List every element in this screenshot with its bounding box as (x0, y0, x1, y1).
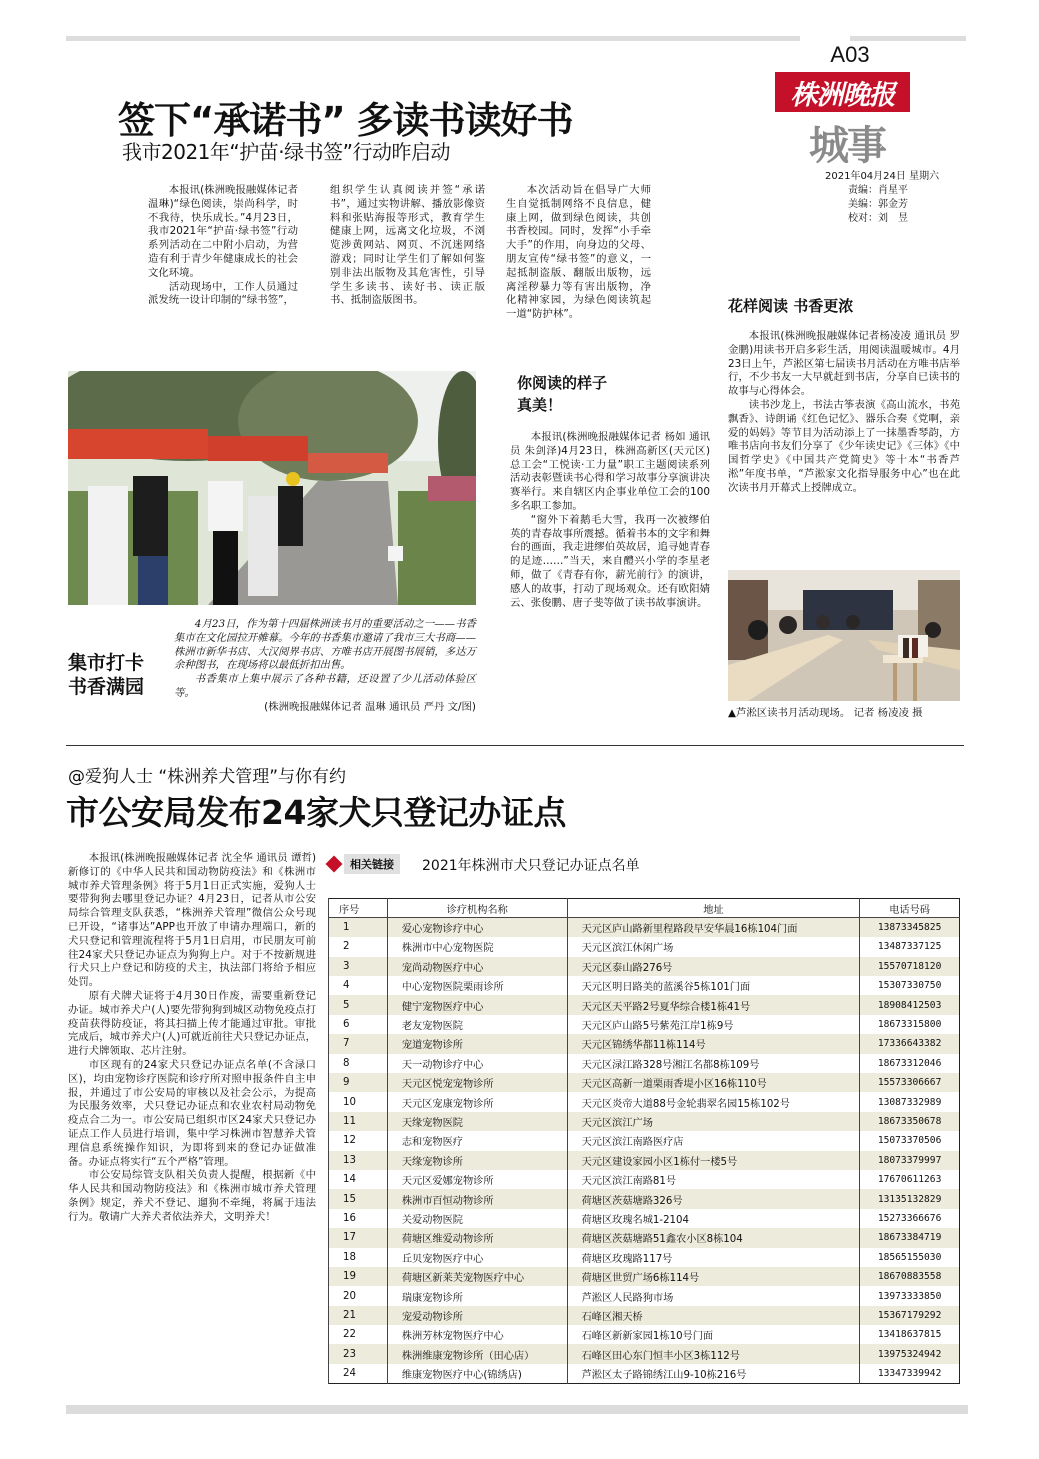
story5-kicker: @爱狗人士 “株洲养犬管理”与你有约 (68, 767, 347, 787)
table-row (329, 1325, 960, 1344)
story3-body (510, 431, 710, 610)
cell-index: 21 (329, 1306, 388, 1325)
story4-body (174, 618, 476, 715)
cell-clinic-name: 天元区爱娜宠物诊所 (387, 1170, 567, 1189)
cell-address: 荷塘区茨菇塘路326号 (567, 1189, 860, 1208)
story4-headline (68, 651, 144, 699)
cell-index: 4 (329, 976, 388, 995)
cell-clinic-name: 天缘宠物诊所 (387, 1151, 567, 1170)
red-diamond-icon (326, 856, 343, 873)
table-row (329, 1209, 960, 1228)
bookstore-photo-caption: ▲芦淞区读书月活动现场。 记者 杨凌凌 摄 (728, 707, 923, 719)
column-header: 电话号码 (860, 899, 960, 918)
table-row (329, 1092, 960, 1111)
issue-date: 2021年04月24日 星期六 (825, 171, 940, 182)
table-row (329, 1306, 960, 1325)
cell-phone: 18673312046 (860, 1054, 960, 1073)
cell-index: 2 (329, 937, 388, 956)
cell-phone: 15307330750 (860, 976, 960, 995)
cell-address: 天元区建设家园小区1栋付一楼5号 (567, 1151, 860, 1170)
paragraph: 本报讯(株洲晚报融媒体记者温琳)“绿色阅读，崇尚科学，时不我待，快乐成长。”4月23日，我市2021年“护苗·绿书签”行动系列活动在二中附小启动，为营造有利于青少年健康成长的社会文化环境。 (148, 184, 298, 279)
story2-body (728, 330, 960, 496)
cell-phone: 15570718120 (860, 957, 960, 976)
cell-clinic-name: 株洲维康宠物诊所（田心店） (387, 1344, 567, 1363)
cell-phone: 15573306667 (860, 1073, 960, 1092)
table-row (329, 1248, 960, 1267)
cell-phone: 18670883558 (860, 1267, 960, 1286)
cell-clinic-name: 中心宠物医院栗雨诊所 (387, 976, 567, 995)
table-row (329, 995, 960, 1014)
cell-address: 芦淞区太子路锦绣江山9-10栋216号 (567, 1364, 860, 1383)
headline-line: 真美！ (517, 396, 563, 414)
cell-index: 18 (329, 1248, 388, 1267)
cell-clinic-name: 宠道宠物诊所 (387, 1034, 567, 1053)
column-header: 诊疗机构名称 (387, 899, 567, 918)
cell-clinic-name: 瑞康宠物诊所 (387, 1286, 567, 1305)
cell-index: 3 (329, 957, 388, 976)
paragraph: 组织学生认真阅读并签“承诺书”，通过实物讲解、播放影像资料和张贴海报等形式，教育学生健康上网，远离文化垃圾，不浏览涉黄网站、网页、不沉迷网络游戏；同时让学生们了解如何鉴别非法出版物及其危害性，引导学生多读书、读好书、读正版书、抵制盗版图书。 (330, 184, 485, 307)
paragraph: 本次活动旨在倡导广大师生自觉抵制网络不良信息，健康上网，做到绿色阅读，共创书香校园。同时，发挥“小手牵大手”的作用，向身边的父母、朋友宣传“绿书签”的意义，一起抵制盗版、翻版出版物，远离淫秽暴力等有害出版物，净化精神家园，为绿色阅读筑起一道“防护林”。 (506, 184, 651, 321)
section-divider (66, 745, 964, 746)
cell-clinic-name: 老友宠物医院 (387, 1015, 567, 1034)
cell-index: 11 (329, 1112, 388, 1131)
cell-address: 天元区泰山路276号 (567, 957, 860, 976)
cell-address: 荷塘区玫瑰路117号 (567, 1248, 860, 1267)
cell-address: 天元区庐山路新里程路段早安华晨16栋104门面 (567, 918, 860, 937)
story3-headline (517, 372, 607, 416)
cell-clinic-name: 株洲芳林宠物医疗中心 (387, 1325, 567, 1344)
table-row (329, 957, 960, 976)
table-row (329, 1344, 960, 1363)
registration-points-table (328, 898, 960, 1384)
table-row (329, 1054, 960, 1073)
cell-phone: 15073370506 (860, 1131, 960, 1150)
cell-phone: 18565155030 (860, 1248, 960, 1267)
section-title: 城事 (809, 122, 885, 169)
cell-address: 天元区锦绣华都11栋114号 (567, 1034, 860, 1053)
table-title: 2021年株洲市犬只登记办证点名单 (422, 858, 640, 874)
story1-column-1 (148, 184, 298, 308)
table-row (329, 1073, 960, 1092)
cell-address: 天元区明日路美的蓝溪谷5栋101门面 (567, 976, 860, 995)
table-row (329, 1228, 960, 1247)
cell-phone: 15273366676 (860, 1209, 960, 1228)
table-row (329, 1267, 960, 1286)
cell-index: 6 (329, 1015, 388, 1034)
cell-index: 10 (329, 1092, 388, 1111)
cell-phone: 13873345825 (860, 918, 960, 937)
cell-index: 19 (329, 1267, 388, 1286)
table-row (329, 1131, 960, 1150)
editor-line: 责编：肖星平 (848, 185, 908, 196)
cell-phone: 15367179292 (860, 1306, 960, 1325)
cell-clinic-name: 株洲市中心宠物医院 (387, 937, 567, 956)
cell-index: 20 (329, 1286, 388, 1305)
cell-phone: 18673315800 (860, 1015, 960, 1034)
cell-phone: 13487337125 (860, 937, 960, 956)
headline-line: 你阅读的样子 (517, 374, 608, 392)
cell-index: 5 (329, 995, 388, 1014)
cell-phone: 17336643382 (860, 1034, 960, 1053)
related-link-tag (326, 854, 400, 874)
cell-clinic-name: 爱心宠物诊疗中心 (387, 918, 567, 937)
related-link-label: 相关链接 (344, 854, 400, 874)
cell-clinic-name: 天一动物诊疗中心 (387, 1054, 567, 1073)
date-editor-info (825, 170, 985, 226)
story5-headline: 市公安局发布24家犬只登记办证点 (66, 793, 566, 832)
editor-line: 校对：刘 昱 (848, 213, 908, 224)
table-row (329, 1189, 960, 1208)
table-row (329, 1015, 960, 1034)
table-row (329, 1112, 960, 1131)
cell-address: 荷塘区茨菇塘路51鑫农小区8栋104 (567, 1228, 860, 1247)
cell-index: 17 (329, 1228, 388, 1247)
cell-address: 天元区渌江路328号湘江名都8栋109号 (567, 1054, 860, 1073)
cell-phone: 18073379997 (860, 1151, 960, 1170)
cell-address: 天元区天平路2号夏华综合楼1栋41号 (567, 995, 860, 1014)
cell-address: 荷塘区世贸广场6栋114号 (567, 1267, 860, 1286)
cell-address: 天元区炎帝大道88号金轮翡翠名园15栋102号 (567, 1092, 860, 1111)
table-row (329, 976, 960, 995)
table-row (329, 1286, 960, 1305)
table-row (329, 1170, 960, 1189)
table-row (329, 1364, 960, 1383)
paragraph: 本报讯(株洲晚报融媒体记者 杨如 通讯员 朱剑泽)4月23日，株洲高新区(天元区)总工会“工悦读·工力量”职工主题阅读系列活动表彰暨读书心得和学习故事分享演讲决赛举行。来自辖区内企事业单位工会的100多名职工参加。 (510, 431, 710, 512)
cell-clinic-name: 天元区宠康宠物诊所 (387, 1092, 567, 1111)
story1-column-3 (506, 184, 651, 322)
cell-phone: 18908412503 (860, 995, 960, 1014)
paragraph: 读书沙龙上，书法古筝表演《高山流水，书苑飘香》、诗朗诵《红色记忆》、器乐合奏《党啊，亲爱的妈妈》等节目为活动添上了一抹墨香琴韵，方唯书店向书友们分享了《少年读史记》《三体》《中国哲学史》《中国共产党简史》等十本“书香芦淞”年度书单，“芦淞家文化指导服务中心”也在此次读书月开幕式上授牌成立。 (728, 398, 960, 494)
cell-clinic-name: 志和宠物医疗 (387, 1131, 567, 1150)
cell-clinic-name: 关爱动物医院 (387, 1209, 567, 1228)
cell-phone: 13087332989 (860, 1092, 960, 1111)
paragraph: 原有犬牌犬证将于4月30日作废，需要重新登记办证。城市养犬户(人)要先带狗狗到城区动物免疫点打疫苗获得防疫证，将其扫描上传才能通过审批。审批完成后，城市养犬户(人)可就近前往犬只登记办证点，进行犬牌领取、芯片注射。 (68, 989, 316, 1058)
paragraph: 书香集市上集中展示了各种书籍，还设置了少儿活动体验区等。 (174, 673, 476, 699)
headline-line: 集市打卡 (68, 652, 145, 674)
cell-clinic-name: 维康宠物医疗中心(锦绣店) (387, 1364, 567, 1383)
editor-line: 美编：郭金芳 (848, 199, 908, 210)
table-row (329, 937, 960, 956)
cell-index: 16 (329, 1209, 388, 1228)
cell-address: 石峰区新新家园1栋10号门面 (567, 1325, 860, 1344)
table-header-row (329, 899, 960, 918)
cell-index: 1 (329, 918, 388, 937)
cell-address: 芦淞区人民路狗市场 (567, 1286, 860, 1305)
cell-phone: 18673384719 (860, 1228, 960, 1247)
paragraph: 市区现有的24家犬只登记办证点名单(不含渌口区)，均由宠物诊疗医院和诊疗所对照申报条件自主申报，并通过了市公安局的审核以及社会公示，为提高为民服务效率，犬只登记办证点和农业农村局动物免疫点合二为一。市公安局已组织市区24家犬只登记办证点工作人员进行培训，集中学习株洲市智慧养犬管理信息系统操作知识，为即将到来的登记办证做准备。办证点将实行“五个严格”管理。 (68, 1058, 316, 1168)
cell-phone: 17670611263 (860, 1170, 960, 1189)
table-row (329, 1034, 960, 1053)
cell-address: 天元区滨江南路81号 (567, 1170, 860, 1189)
story4-credit: (株洲晚报融媒体记者 温琳 通讯员 严丹 文/图) (264, 700, 476, 713)
cell-address: 石峰区湘天桥 (567, 1306, 860, 1325)
cell-phone: 13975324942 (860, 1344, 960, 1363)
masthead-logo: 株洲晚报 (775, 72, 910, 112)
cell-index: 15 (329, 1189, 388, 1208)
headline-line: 书香满园 (68, 676, 145, 698)
paragraph: “窗外下着鹅毛大雪，我再一次被缪伯英的青春故事所震撼。循着书本的文字和舞台的画面，我走进缪伯英故居，追寻她青春的足迹……”当天，来自醴兴小学的李星老师，做了《青春有你，薪光前行》的演讲，感人的故事，打动了现场观众。还有欧阳婧云、张俊鹏、唐子斐等做了读书故事演讲。 (510, 513, 710, 609)
cell-address: 荷塘区玫瑰名城1-2104 (567, 1209, 860, 1228)
cell-index: 24 (329, 1364, 388, 1383)
story1-subheadline: 我市2021年“护苗·绿书签”行动昨启动 (122, 140, 450, 164)
paragraph: 市公安局综管支队相关负责人提醒，根据新《中华人民共和国动物防疫法》和《株洲市城市养犬管理条例》规定，养犬不登记、遛狗不牵绳，将属于违法行为。敬请广大养犬者依法养犬，文明养犬！ (68, 1169, 316, 1223)
cell-address: 石峰区田心东门恒丰小区3栋112号 (567, 1344, 860, 1363)
column-header: 地址 (567, 899, 860, 918)
cell-clinic-name: 天元区悦宠宠物诊所 (387, 1073, 567, 1092)
column-header: 序号 (329, 899, 388, 918)
cell-index: 22 (329, 1325, 388, 1344)
cell-index: 7 (329, 1034, 388, 1053)
bottom-rule (66, 1405, 968, 1414)
page-number: A03 (830, 42, 870, 67)
paragraph: 本报讯(株洲晚报融媒体记者杨凌凌 通讯员 罗金鹏)用读书开启多彩生活，用阅读温暖城市。4月23日上午，芦淞区第七届读书月活动在方唯书店举行，不少书友一大早就赶到书店，分享自已读书的故事与心得体会。 (728, 330, 960, 398)
cell-phone: 13973333850 (860, 1286, 960, 1305)
paragraph: 4月23日，作为第十四届株洲读书月的重要活动之一——书香集市在文化园拉开帷幕。今年的书香集市邀请了我市三大书商——株洲市新华书店、大汉阅界书店、方唯书店开展图书展销，多达万余种图书，在现场将以最低折扣出售。 (174, 618, 476, 672)
cell-index: 14 (329, 1170, 388, 1189)
bookstore-photo (728, 570, 960, 701)
cell-clinic-name: 宠尚动物医疗中心 (387, 957, 567, 976)
cell-phone: 13418637815 (860, 1325, 960, 1344)
cell-clinic-name: 荷塘区维爱动物诊所 (387, 1228, 567, 1247)
cell-address: 天元区庐山路5号紫苑江岸1栋9号 (567, 1015, 860, 1034)
cell-clinic-name: 丘贝宠物医疗中心 (387, 1248, 567, 1267)
cell-clinic-name: 荷塘区新莱芙宠物医疗中心 (387, 1267, 567, 1286)
story1-column-2 (330, 184, 485, 308)
cell-address: 天元区滨江休闲广场 (567, 937, 860, 956)
cell-clinic-name: 健宁宠物医疗中心 (387, 995, 567, 1014)
cell-index: 12 (329, 1131, 388, 1150)
table-row (329, 1151, 960, 1170)
paragraph: 本报讯(株洲晚报融媒体记者 沈全华 通讯员 谭哲)新修订的《中华人民共和国动物防疫法》和《株洲市城市养犬管理条例》将于5月1日正式实施，爱狗人士要带狗狗去哪里登记办证？4月23日，记者从市公安局综合管理支队获悉，“株洲养犬管理”微信公众号现已开设，“诸事达”APP也开放了申请办理端口，新的犬只登记和管理流程将于5月1日启用，市民朋友可前往24家犬只登记办证点为狗狗上户。对于不按新规进行犬只上户登记和防疫的犬主，执法部门将给予相应处罚。 (68, 852, 316, 989)
cell-index: 23 (329, 1344, 388, 1363)
cell-index: 8 (329, 1054, 388, 1073)
table-row (329, 918, 960, 937)
cell-address: 天元区滨江南路医疗店 (567, 1131, 860, 1150)
story1-headline: 签下“承诺书” 多读书读好书 (118, 99, 573, 142)
cell-clinic-name: 宠爱动物诊所 (387, 1306, 567, 1325)
cell-phone: 13347339942 (860, 1364, 960, 1383)
cell-clinic-name: 株洲市百恒动物诊所 (387, 1189, 567, 1208)
book-market-photo (68, 371, 476, 605)
story5-body (68, 852, 316, 1225)
cell-index: 13 (329, 1151, 388, 1170)
cell-phone: 18673350678 (860, 1112, 960, 1131)
cell-address: 天元区高新一道栗雨香堤小区16栋110号 (567, 1073, 860, 1092)
cell-index: 9 (329, 1073, 388, 1092)
cell-phone: 13135132829 (860, 1189, 960, 1208)
cell-clinic-name: 天缘宠物医院 (387, 1112, 567, 1131)
cell-address: 天元区滨江广场 (567, 1112, 860, 1131)
paragraph: 活动现场中，工作人员通过派发统一设计印制的“绿书签”， (148, 280, 298, 307)
story2-headline: 花样阅读 书香更浓 (728, 297, 854, 315)
